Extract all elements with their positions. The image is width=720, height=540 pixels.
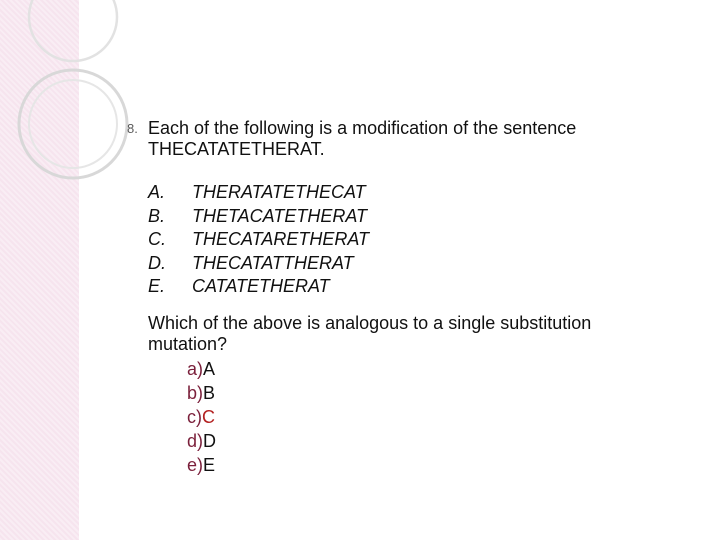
answer-choice-a[interactable]	[187, 357, 216, 381]
question-number: 8.	[127, 121, 138, 136]
answer-choice-d[interactable]	[187, 429, 216, 453]
answer-label: c)	[187, 406, 202, 427]
answer-value: A	[203, 358, 216, 379]
option-text: THECATATTHERAT	[192, 252, 354, 273]
answer-choices	[187, 357, 216, 477]
option-letter: E.	[148, 276, 166, 297]
option-list	[148, 181, 369, 299]
answer-label: a)	[187, 358, 204, 379]
sub-question-line-1: Which of the above is analogous to a single substitution	[148, 313, 592, 333]
option-row	[148, 275, 369, 299]
sub-question-line-2: mutation?	[148, 334, 228, 354]
answer-label: e)	[187, 454, 204, 475]
option-text: THETACATETHERAT	[192, 205, 367, 226]
answer-value: D	[203, 430, 217, 451]
option-letter: A.	[148, 182, 166, 203]
option-text: CATATETHERAT	[192, 276, 330, 297]
answer-value: C	[202, 406, 215, 427]
answer-choice-e[interactable]	[187, 453, 216, 477]
option-row	[148, 181, 369, 205]
answer-choice-b[interactable]	[187, 381, 216, 405]
option-text: THECATARETHERAT	[192, 229, 370, 250]
prompt-line-2: THECATATETHERAT.	[148, 139, 325, 159]
answer-label: b)	[187, 382, 204, 403]
prompt-line-1: Each of the following is a modification of the sentence	[148, 118, 577, 138]
answer-value: B	[203, 382, 216, 403]
option-letter: D.	[148, 252, 166, 273]
answer-label: d)	[187, 430, 204, 451]
sub-question	[148, 313, 668, 355]
option-text: THERATATETHECAT	[192, 182, 366, 203]
question-prompt	[148, 118, 648, 160]
option-row	[148, 205, 369, 229]
option-letter: B.	[148, 205, 166, 226]
answer-value: E	[203, 454, 216, 475]
answer-choice-c[interactable]	[187, 405, 216, 429]
option-row	[148, 228, 369, 252]
option-row	[148, 252, 369, 276]
option-letter: C.	[148, 229, 166, 250]
decorative-side-strip	[0, 0, 79, 540]
